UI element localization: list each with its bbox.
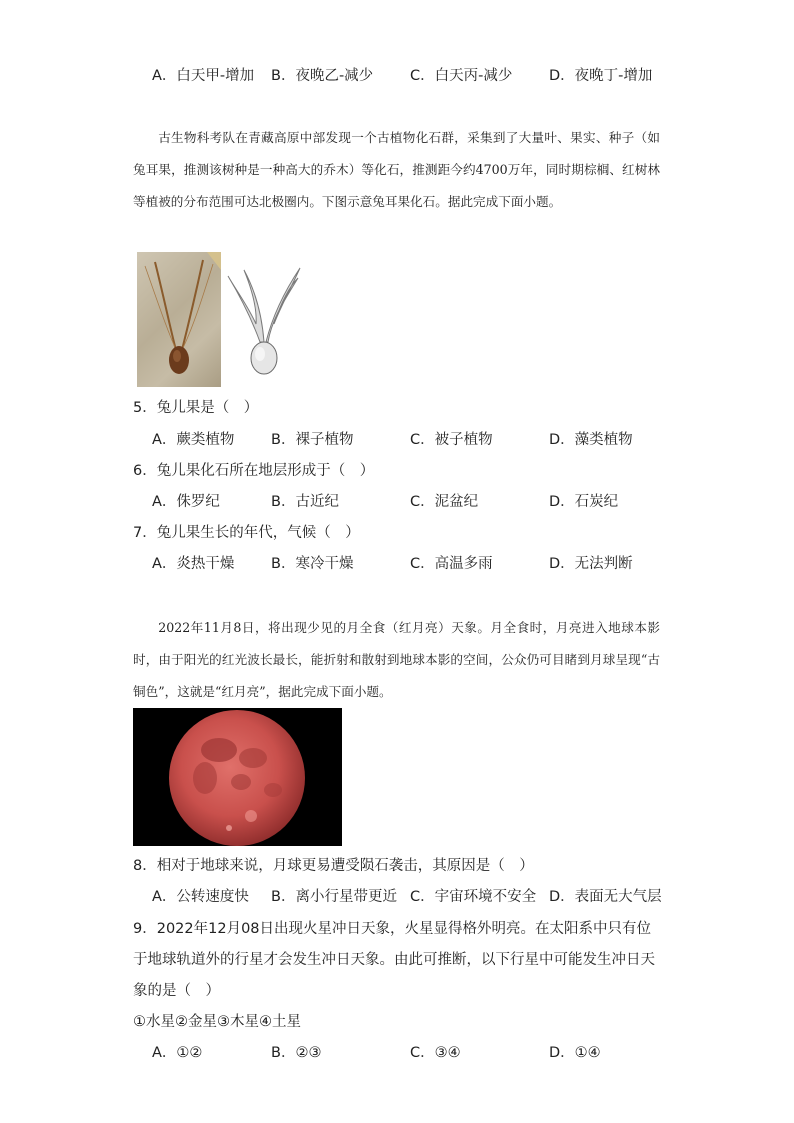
q6-option-c: C．泥盆纪 — [410, 494, 479, 510]
q9-options — [152, 1041, 672, 1065]
q5-option-d: D．藻类植物 — [549, 432, 633, 448]
q7-options — [152, 552, 672, 576]
q5-option-a: A．蕨类植物 — [152, 432, 235, 448]
q9-option-b: B．②③ — [271, 1045, 322, 1061]
q4-option-a: A．白天甲-增加 — [152, 68, 255, 84]
q8-options — [152, 885, 672, 909]
q6-option-b: B．古近纪 — [271, 494, 339, 510]
q9-option-d: D．①④ — [549, 1045, 601, 1061]
q8-option-d: D．表面无大气层 — [549, 889, 662, 905]
q7-stem: 7．兔儿果生长的年代，气候（ ） — [133, 525, 360, 541]
q4-option-d: D．夜晚丁-增加 — [549, 68, 653, 84]
q8-option-c: C．宇宙环境不安全 — [410, 889, 537, 905]
q5-options — [152, 428, 672, 452]
red-moon-photo — [133, 708, 342, 846]
q9-option-c: C．③④ — [410, 1045, 461, 1061]
q9-choices: ①水星②金星③木星④土星 — [133, 1014, 301, 1030]
q4-options — [152, 64, 672, 88]
passage-fossil: 古生物科考队在青藏高原中部发现一个古植物化石群，采集到了大量叶、果实、种子（如兔耳果，推测该树种是一种高大的乔木）等化石，推测距今约4700万年，同时期棕榈、红树林等植被的分布范围可达北极圈内。下图示意兔耳果化石。据此完成下面小题。 — [133, 130, 660, 209]
q5-option-c: C．被子植物 — [410, 432, 493, 448]
q6-option-d: D．石炭纪 — [549, 494, 619, 510]
q7-option-c: C．高温多雨 — [410, 556, 493, 572]
fossil-sketch — [226, 262, 302, 380]
passage-moon: 2022年11月8日，将出现少见的月全食（红月亮）天象。月全食时，月亮进入地球本影时，由于阳光的红光波长最长，能折射和散射到地球本影的空间，公众仍可目睹到月球呈现“古铜色”，这就是“红月亮”，据此完成下面小题。 — [133, 620, 660, 699]
fossil-photo — [137, 252, 221, 387]
q5-option-b: B．裸子植物 — [271, 432, 354, 448]
q8-stem: 8．相对于地球来说，月球更易遭受陨石袭击，其原因是（ ） — [133, 858, 534, 874]
q7-option-d: D．无法判断 — [549, 556, 633, 572]
q6-stem: 6．兔儿果化石所在地层形成于（ ） — [133, 463, 375, 479]
q9-option-a: A．①② — [152, 1045, 203, 1061]
q7-option-b: B．寒冷干燥 — [271, 556, 354, 572]
q8-option-a: A．公转速度快 — [152, 889, 249, 905]
q7-option-a: A．炎热干燥 — [152, 556, 235, 572]
q4-option-b: B．夜晚乙-减少 — [271, 68, 374, 84]
q6-options — [152, 490, 672, 514]
q9-stem: 9．2022年12月08日出现火星冲日天象，火星显得格外明亮。在太阳系中只有位于地球轨道外的行星才会发生冲日天象。由此可推断，以下行星中可能发生冲日天象的是（ ） — [133, 921, 655, 999]
q8-option-b: B．离小行星带更近 — [271, 889, 397, 905]
q5-stem: 5．兔儿果是（ ） — [133, 400, 259, 416]
q4-option-c: C．白天丙-减少 — [410, 68, 513, 84]
q6-option-a: A．侏罗纪 — [152, 494, 220, 510]
